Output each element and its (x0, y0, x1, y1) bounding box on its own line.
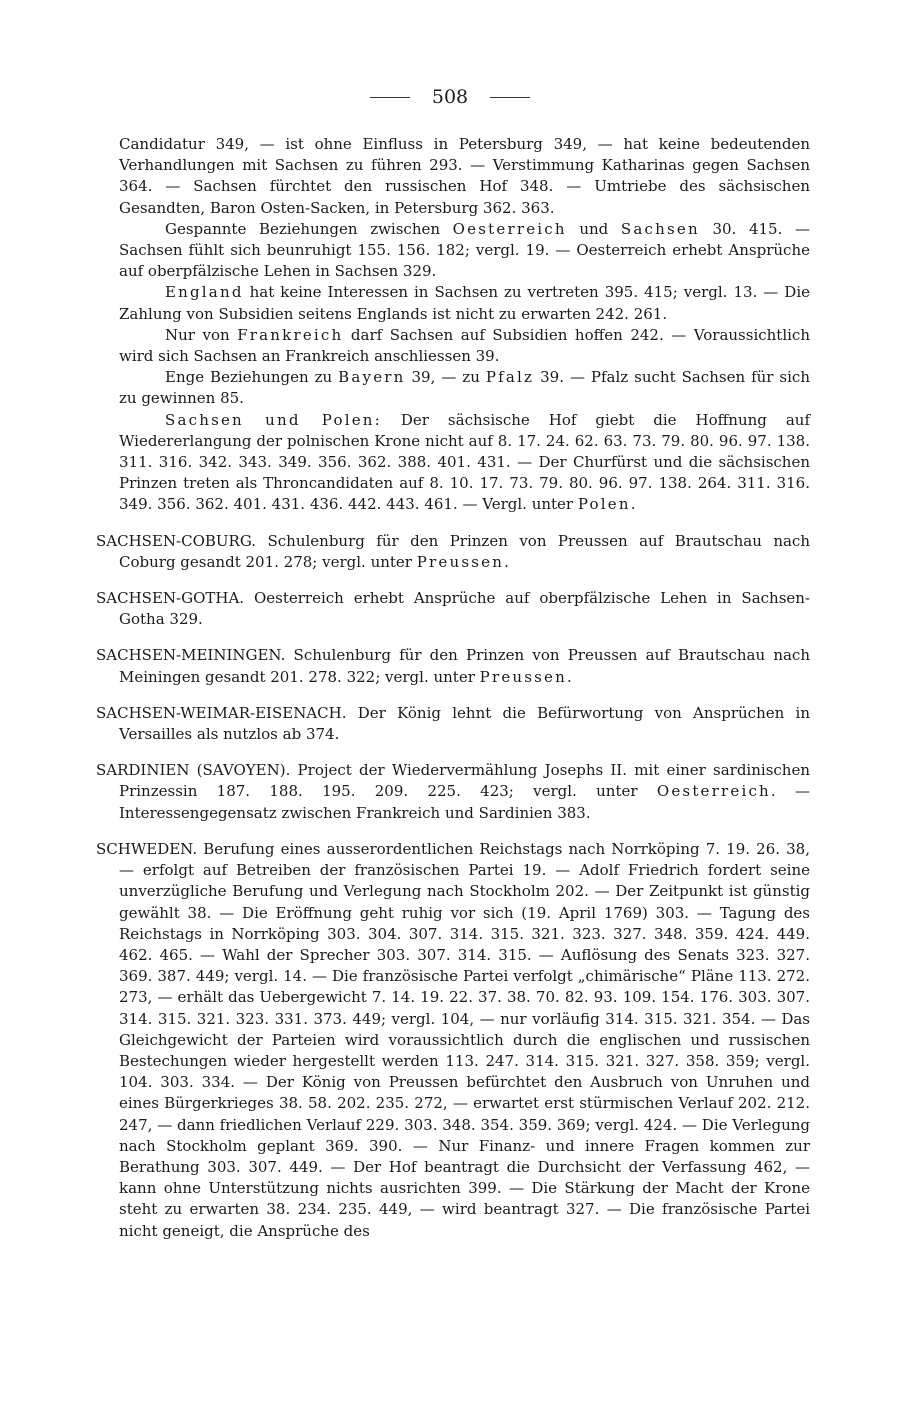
page-header (0, 86, 900, 108)
index-text (96, 134, 810, 1242)
spaced-keyword: Preussen (416, 552, 505, 571)
spaced-keyword: Polen (577, 495, 631, 514)
text-run: 39. — Pfalz sucht Sachsen für sich zu gewinnen 85. (119, 368, 810, 408)
entry-heading: SACHSEN-GOTHA. (96, 589, 245, 608)
index-entry-sachsen-weimar-eisenach (96, 703, 810, 745)
header-rule-right (490, 97, 530, 98)
text-run: Nur von (165, 325, 238, 344)
index-entry-sachsen-meiningen (96, 645, 810, 687)
text-run: . (504, 552, 509, 571)
text-run: Schulenburg für den Prinzen von Preussen auf Brautschau nach Meiningen gesandt 201. 278. 322; vergl. unter (119, 646, 810, 686)
text-run: 39, — zu (405, 368, 486, 387)
spaced-keyword: Sachsen und Polen: (165, 410, 382, 429)
text-run: Berufung eines ausserordentlichen Reichstags nach Norrköping 7. 19. 26. 38, — erfolgt auf Betreiben der französischen Partei 19. — Adolf Friedrich fordert seine unverzügliche Berufung und Verlegung nach Stockholm 202. — Der Zeitpunkt ist günstig gewählt 38. — Die Eröffnung geht ruhig vor sich (19. April 1769) 303. — Tagung des Reichstags in Norrköping 303. 304. 307. 314. 315. 321. 323. 327. 348. 359. 424. 449. 462. 465. — Wahl der Sprecher 303. 307. 314. 315. — Auflösung des Senats 323. 327. 369. 387. 449; vergl. 14. — Die französische Partei verfolgt „chimärische“ Pläne 113. 272. 273, — erhält das Uebergewicht 7. 14. 19. 22. 37. 38. 70. 82. 93. 109. 154. 176. 303. 307. 314. 315. 321. 323. 331. 373. 449; vergl. 104, — nur vorläufig 314. 315. 321. 354. — Das Gleichgewicht der Parteien wird voraussichtlich durch die englischen und russischen Bestechungen wieder hergestellt werden 113. 247. 314. 315. 321. 327. 358. 359; vergl. 104. 303. 334. — Der König von Preussen befürchtet den Ausbruch von Unruhen und eines Bürgerkrieges 38. 58. 202. 235. 272, — erwartet erst stürmischen Verlauf 202. 212. 247, — dann friedlichen Verlauf 229. 303. 348. 354. 359. 369; vergl. 424. — Die Verlegung nach Stockholm geplant 369. 390. — Nur Finanz- und innere Fragen kommen zur Berathung 303. 307. 449. — Der Hof beantragt die Durchsicht der Verfassung 462, — kann ohne Unterstützung nichts ausrichten 399. — Die Stärkung der Macht der Krone steht zu erwarten 38. 234. 235. 449, — wird beantragt 327. — Die französische Partei nicht geneigt, die Ansprüche des (119, 839, 810, 1240)
text-run: . — Interessengegensatz zwischen Frankreich und Sardinien 383. (119, 782, 810, 822)
text-run: und (566, 219, 621, 238)
entry-heading: SARDINIEN (SAVOYEN). (96, 761, 291, 780)
spaced-keyword: Preussen (479, 667, 567, 686)
text-run: Der sächsische Hof giebt die Hoffnung auf Wiedererlangung der polnischen Krone nicht auf 8. 17. 24. 62. 63. 73. 79. 80. 96. 97. 138. 311. 316. 342. 343. 349. 356. 362. 388. 401. 431. — Der Churfürst und die sächsischen Prinzen treten als Throncandidaten auf 8. 10. 17. 73. 79. 80. 96. 97. 138. 264. 311. 316. 349. 356. 362. 401. 431. 436. 442. 443. 461. — Vergl. unter (119, 410, 811, 514)
spaced-keyword: Oesterreich (656, 782, 771, 801)
index-paragraph-russia (96, 134, 810, 219)
text-run: Enge Beziehungen zu (165, 368, 339, 387)
index-paragraph-poland (96, 410, 810, 516)
text-run: hat keine Interessen in Sachsen zu vertreten 395. 415; vergl. 13. — Die Zahlung von Subsidien seitens Englands ist nicht zu erwarten 242. 261. (119, 283, 810, 323)
text-run: Candidatur 349, — ist ohne Einfluss in Petersburg 349, — hat keine bedeutenden Verhandlungen mit Sachsen zu führen 293. — Verstimmung Katharinas gegen Sachsen 364. — Sachsen fürchtet den russischen Hof 348. — Umtriebe des sächsischen Gesandten, Baron Osten-Sacken, in Petersburg 362. 363. (119, 135, 810, 217)
text-run: Schulenburg für den Prinzen von Preussen auf Brautschau nach Coburg gesandt 201. 278; vergl. unter (119, 531, 810, 571)
spaced-keyword: Frankreich (237, 325, 344, 344)
entry-heading: SCHWEDEN. (96, 839, 198, 858)
index-entry-sachsen-gotha (96, 588, 810, 630)
index-paragraph-france (96, 325, 810, 367)
spaced-keyword: Oesterreich (452, 219, 567, 238)
text-run: . (567, 667, 572, 686)
entry-heading: SACHSEN-MEININGEN. (96, 646, 286, 665)
index-paragraph-england (96, 282, 810, 324)
text-run: Gespannte Beziehungen zwischen (165, 219, 453, 238)
index-entry-sachsen-coburg (96, 531, 810, 573)
text-run: . (630, 495, 636, 514)
index-entry-sardinien (96, 760, 810, 824)
spaced-keyword: Pfalz (485, 368, 535, 387)
spaced-keyword: England (165, 283, 244, 302)
index-entry-schweden (96, 839, 810, 1242)
spaced-keyword: Sachsen (620, 219, 700, 238)
text-run: Der König lehnt die Befürwortung von Ansprüchen in Versailles als nutzlos ab 374. (119, 703, 810, 744)
text-run: Oesterreich erhebt Ansprüche auf oberpfälzische Lehen in Sachsen-Gotha 329. (119, 589, 810, 629)
spaced-keyword: Bayern (338, 368, 406, 387)
page-number: 508 (431, 86, 469, 108)
text-run: 30. 415. — Sachsen fühlt sich beunruhigt 155. 156. 182; vergl. 19. — Oesterreich erhebt Ansprüche auf oberpfälzische Lehen in Sachsen 329. (119, 219, 810, 281)
text-run: Project der Wiedervermählung Josephs II. mit einer sardinischen Prinzessin 187. 188. 195. 209. 225. 423; vergl. unter (119, 761, 810, 801)
entry-heading: SACHSEN-COBURG. (96, 531, 257, 550)
index-paragraph-austria (96, 219, 810, 283)
header-rule-left (370, 97, 410, 98)
index-paragraph-bavaria (96, 367, 810, 409)
text-run: darf Sachsen auf Subsidien hoffen 242. — Voraussichtlich wird sich Sachsen an Frankreich anschliessen 39. (119, 325, 810, 366)
entry-heading: SACHSEN-WEIMAR-EISENACH. (96, 703, 347, 722)
